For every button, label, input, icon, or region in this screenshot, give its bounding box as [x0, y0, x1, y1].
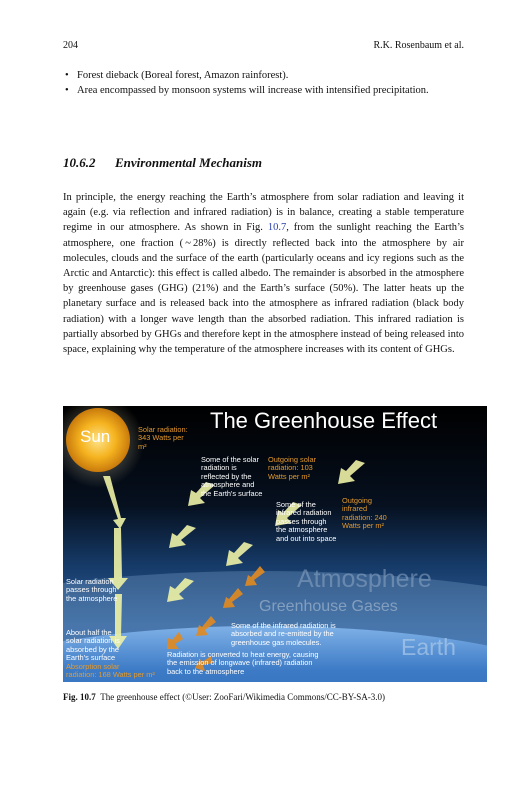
section-title: Environmental Mechanism	[115, 155, 262, 170]
bullet-item	[63, 68, 464, 83]
running-authors: R.K. Rosenbaum et al.	[373, 40, 464, 51]
greenhouse-figure	[63, 406, 487, 682]
infrared-space-label: Some of the infrared radiation passes through the atmosphere and out into space	[276, 500, 337, 543]
atmosphere-word: Atmosphere	[297, 565, 432, 593]
converted-label: Radiation is converted to heat energy, causing the emission of longwave (infrared) radiation back to the atmosphere	[167, 650, 319, 676]
sun-label: Sun	[80, 427, 111, 446]
section-heading	[63, 155, 262, 171]
reemitted-label: Some of the infrared radiation is absorbed and re-emitted by the greenhouse gas molecules.	[231, 621, 336, 647]
earth-word: Earth	[401, 634, 456, 660]
solar-radiation-label: Solar radiation: 343 Watts per m²	[138, 425, 188, 451]
greenhouse-gases-word: Greenhouse Gases	[259, 598, 398, 615]
solar-through-label: Solar radiation passes through the atmosphere	[66, 577, 118, 603]
paragraph-text: , from the sunlight reaching the Earth’s atmosphere, one fraction ( ~ 28%) is directly reflected back into the atmosphere by air molecules, clouds and the surface of the earth (particularly oceans and icy regions such as the Arctic and Antarctic): this effect is called albedo. The remainder is absorbed in the atmosphere by greenhouse gases (GHG) (21%) and the Earth’s surface (50%). The latter heats up the planetary surface and is released back into the atmosphere as infrared radiation (black body radiation) with a longer wave length than the absorbed radiation. This infrared radiation is partially absorbed by GHGs and therefore kept in the atmosphere instead of being released into space, explaining why the temperature of the atmosphere increases with its content of GHGs.	[63, 222, 464, 356]
body-paragraph	[63, 190, 464, 357]
figure-title: The Greenhouse Effect	[210, 408, 438, 433]
section-number: 10.6.2	[63, 155, 96, 170]
outgoing-solar-label: Outgoing solar radiation: 103 Watts per m²	[268, 455, 317, 481]
bullet-text: Area encompassed by monsoon systems will increase with intensified precipitation.	[77, 85, 429, 96]
caption-label: Fig. 10.7	[63, 692, 96, 702]
running-header	[63, 40, 464, 54]
reflected-label: Some of the solar radiation is reflected by the atmosphere and the Earth's surface	[201, 455, 263, 498]
paragraph-text: In principle, the energy reaching the Earth’s atmosphere from solar radiation and leaving it again (e.g. via reflection and infrared radiation) is in balance, creating a stable temperature regime in our atmosphere. As shown in Fig.	[63, 192, 464, 234]
figure-reference-link[interactable]: 10.7	[267, 222, 287, 234]
absorbed-half-label: About half the solar radiation is absorbed by the Earth's surface	[66, 628, 120, 663]
caption-text: The greenhouse effect (©User: ZooFari/Wikimedia Commons/CC-BY-SA-3.0)	[100, 692, 386, 702]
absorption-solar-label: Absorption solar radiation: 168 Watts per m²	[66, 662, 155, 680]
page-number: 204	[63, 40, 78, 51]
bullet-dot: •	[65, 70, 69, 81]
outgoing-infrared-label: Outgoing infrared radiation: 240 Watts per m²	[342, 496, 387, 531]
bullet-text: Forest dieback (Boreal forest, Amazon rainforest).	[77, 70, 289, 81]
bullet-list	[63, 68, 464, 98]
bullet-dot: •	[65, 85, 69, 96]
bullet-item	[63, 83, 464, 98]
figure-caption	[63, 692, 483, 702]
